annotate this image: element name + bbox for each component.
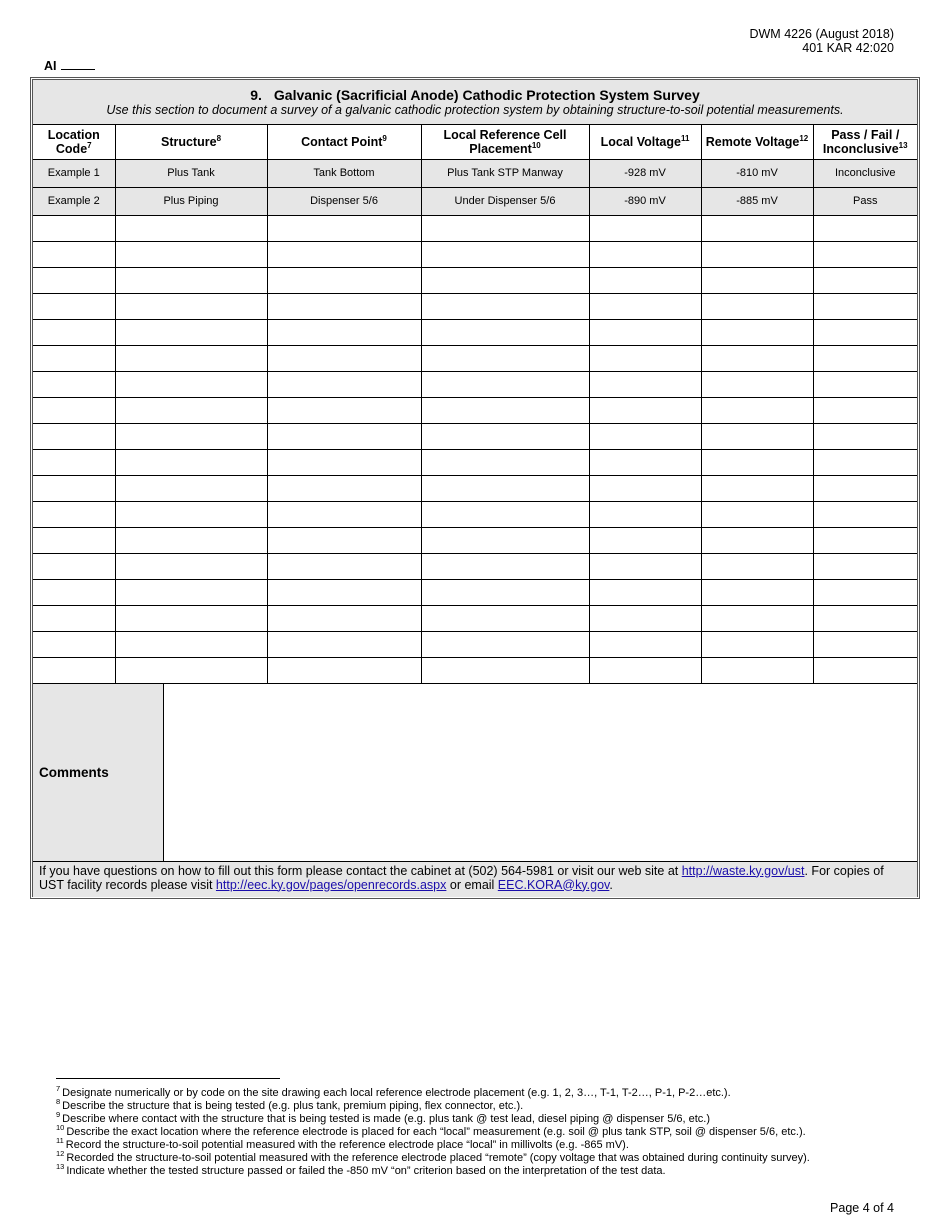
footnote-ref: 13 <box>898 140 908 150</box>
entry-row <box>33 605 917 631</box>
footnote-10: $^{10}$ Describe the exact location where the reference electrode is placed for each “local” measurement (e.g. soil @ plus tank STP, soil @ dispenser 5/6, etc.). <box>56 1123 806 1138</box>
entry-placement[interactable] <box>421 527 589 553</box>
entry-remote-voltage[interactable] <box>701 345 813 371</box>
entry-local-voltage[interactable] <box>589 371 701 397</box>
entry-remote-voltage[interactable] <box>701 449 813 475</box>
ai-blank-line[interactable] <box>61 59 95 70</box>
section-subtitle: Use this section to document a survey of a galvanic cathodic protection system by obtaining structure-to-soil potential measurements. <box>106 103 844 117</box>
entry-remote-voltage[interactable] <box>701 423 813 449</box>
example-placement: Under Dispenser 5/6 <box>421 187 589 215</box>
example-contact-point: Dispenser 5/6 <box>267 187 421 215</box>
entry-placement[interactable] <box>421 553 589 579</box>
entry-contact-point[interactable] <box>267 397 421 423</box>
entry-result[interactable] <box>813 553 917 579</box>
entry-placement[interactable] <box>421 345 589 371</box>
entry-result[interactable] <box>813 501 917 527</box>
entry-placement[interactable] <box>421 423 589 449</box>
entry-result[interactable] <box>813 241 917 267</box>
col-header-contact-point: Contact Point$^9$ <box>267 125 421 159</box>
entry-row <box>33 579 917 605</box>
footnote-11: $^{11}$ Record the structure-to-soil potential measured with the reference electrode place “local” in millivolts (e.g. -865 mV). <box>56 1136 629 1151</box>
example-structure: Plus Piping <box>115 187 267 215</box>
entry-result[interactable] <box>813 215 917 241</box>
entry-local-voltage[interactable] <box>589 579 701 605</box>
entry-location-code[interactable] <box>33 579 115 605</box>
entry-location-code[interactable] <box>33 319 115 345</box>
entry-placement[interactable] <box>421 397 589 423</box>
entry-contact-point[interactable] <box>267 319 421 345</box>
col-header-reference-cell-placement: Local Reference Cell Placement$^{10}$ <box>421 125 589 159</box>
contact-text: . For copies of UST facility records please visit <box>39 863 884 892</box>
entry-contact-point[interactable] <box>267 345 421 371</box>
entry-placement[interactable] <box>421 631 589 657</box>
entry-local-voltage[interactable] <box>589 241 701 267</box>
footnote-12: $^{12}$ Recorded the structure-to-soil potential measured with the reference electrode placed “remote” (copy voltage that was obtained during continuity survey). <box>56 1149 810 1164</box>
col-header-location-code: Location Code$^7$ <box>33 125 115 159</box>
section-number: 9. <box>250 87 262 103</box>
entry-location-code[interactable] <box>33 293 115 319</box>
entry-row <box>33 553 917 579</box>
footnote-9: $^9$ Describe where contact with the structure that is being tested is made (e.g. plus tank @ test lead, diesel piping @ dispenser 5/6, etc.) <box>56 1110 711 1125</box>
entry-result[interactable] <box>813 657 917 683</box>
form-number: DWM 4226 (August 2018) <box>749 27 894 41</box>
entry-structure[interactable] <box>115 475 267 501</box>
entry-placement[interactable] <box>421 371 589 397</box>
entry-row <box>33 631 917 657</box>
entry-contact-point[interactable] <box>267 475 421 501</box>
entry-contact-point[interactable] <box>267 423 421 449</box>
open-records-link[interactable]: http://eec.ky.gov/pages/openrecords.aspx <box>215 877 447 892</box>
entry-structure[interactable] <box>115 527 267 553</box>
entry-result[interactable] <box>813 449 917 475</box>
footnote-ref: 7 <box>87 140 92 150</box>
entry-location-code[interactable] <box>33 423 115 449</box>
example-result: Pass <box>813 187 917 215</box>
entry-remote-voltage[interactable] <box>701 553 813 579</box>
entry-contact-point[interactable] <box>267 631 421 657</box>
entry-structure[interactable] <box>115 241 267 267</box>
example-placement: Plus Tank STP Manway <box>421 159 589 187</box>
example-row-2 <box>33 187 917 215</box>
example-local-voltage: -890 mV <box>589 187 701 215</box>
entry-contact-point[interactable] <box>267 449 421 475</box>
ai-number-field[interactable] <box>44 59 95 73</box>
entry-remote-voltage[interactable] <box>701 397 813 423</box>
survey-table <box>33 125 917 684</box>
entry-placement[interactable] <box>421 241 589 267</box>
entry-contact-point[interactable] <box>267 241 421 267</box>
entry-structure[interactable] <box>115 553 267 579</box>
col-header-local-voltage: Local Voltage$^{11}$ <box>589 125 701 159</box>
entry-result[interactable] <box>813 631 917 657</box>
entry-remote-voltage[interactable] <box>701 527 813 553</box>
footnote-7: $^7$ Designate numerically or by code on the site drawing each local reference electrode placement (e.g. 1, 2, 3…, T-1, T-2…, P-1, P-2…etc.). <box>56 1084 731 1099</box>
entry-location-code[interactable] <box>33 657 115 683</box>
entry-row <box>33 267 917 293</box>
entry-result[interactable] <box>813 527 917 553</box>
entry-placement[interactable] <box>421 475 589 501</box>
entry-location-code[interactable] <box>33 501 115 527</box>
entry-row <box>33 449 917 475</box>
example-remote-voltage: -810 mV <box>701 159 813 187</box>
entry-contact-point[interactable] <box>267 527 421 553</box>
entry-location-code[interactable] <box>33 631 115 657</box>
entry-row <box>33 215 917 241</box>
entry-local-voltage[interactable] <box>589 501 701 527</box>
entry-location-code[interactable] <box>33 527 115 553</box>
waste-website-link[interactable]: http://waste.ky.gov/ust <box>681 863 805 878</box>
example-row-1 <box>33 159 917 187</box>
entry-contact-point[interactable] <box>267 605 421 631</box>
example-local-voltage: -928 mV <box>589 159 701 187</box>
entry-remote-voltage[interactable] <box>701 475 813 501</box>
entry-remote-voltage[interactable] <box>701 215 813 241</box>
entry-local-voltage[interactable] <box>589 605 701 631</box>
footnote-ref: 12 <box>799 133 809 143</box>
entry-local-voltage[interactable] <box>589 449 701 475</box>
entry-remote-voltage[interactable] <box>701 501 813 527</box>
entry-placement[interactable] <box>421 449 589 475</box>
entry-remote-voltage[interactable] <box>701 631 813 657</box>
entry-structure[interactable] <box>115 423 267 449</box>
ai-label: AI <box>44 59 57 73</box>
entry-contact-point[interactable] <box>267 215 421 241</box>
form-identifier <box>749 27 894 55</box>
footnote-ref: 8 <box>216 133 222 143</box>
col-header-result: Pass / Fail / Inconclusive$^{13}$ <box>813 125 917 159</box>
entry-structure[interactable] <box>115 397 267 423</box>
example-location: Example 2 <box>33 187 115 215</box>
example-result: Inconclusive <box>813 159 917 187</box>
entry-remote-voltage[interactable] <box>701 293 813 319</box>
entry-result[interactable] <box>813 397 917 423</box>
contact-info <box>33 862 917 897</box>
entry-structure[interactable] <box>115 345 267 371</box>
entry-result[interactable] <box>813 319 917 345</box>
entry-structure[interactable] <box>115 319 267 345</box>
entry-remote-voltage[interactable] <box>701 371 813 397</box>
entry-local-voltage[interactable] <box>589 345 701 371</box>
entry-result[interactable] <box>813 293 917 319</box>
entry-contact-point[interactable] <box>267 553 421 579</box>
entry-placement[interactable] <box>421 267 589 293</box>
page-number: Page 4 of 4 <box>830 1201 894 1215</box>
entry-result[interactable] <box>813 371 917 397</box>
entry-placement[interactable] <box>421 293 589 319</box>
entry-structure[interactable] <box>115 215 267 241</box>
regulation-number: 401 KAR 42:020 <box>802 41 894 55</box>
entry-location-code[interactable] <box>33 241 115 267</box>
entry-result[interactable] <box>813 267 917 293</box>
footnote-13: $^{13}$ Indicate whether the tested structure passed or failed the -850 mV “on” criterion based on the interpretation of the test data. <box>56 1162 666 1177</box>
entry-local-voltage[interactable] <box>589 657 701 683</box>
entry-row <box>33 423 917 449</box>
footnote-ref: 9 <box>382 133 387 143</box>
entry-placement[interactable] <box>421 215 589 241</box>
entry-placement[interactable] <box>421 579 589 605</box>
entry-remote-voltage[interactable] <box>701 579 813 605</box>
entry-location-code[interactable] <box>33 371 115 397</box>
entry-row <box>33 657 917 683</box>
comments-label: Comments <box>33 684 164 861</box>
entry-location-code[interactable] <box>33 267 115 293</box>
footnote-8: $^8$ Describe the structure that is being tested (e.g. plus tank, premium piping, flex connector, etc.). <box>56 1097 524 1112</box>
entry-result[interactable] <box>813 475 917 501</box>
entry-placement[interactable] <box>421 501 589 527</box>
entry-placement[interactable] <box>421 657 589 683</box>
entry-placement[interactable] <box>421 319 589 345</box>
entry-row <box>33 319 917 345</box>
comments-input-area[interactable] <box>164 684 917 861</box>
entry-structure[interactable] <box>115 501 267 527</box>
entry-contact-point[interactable] <box>267 267 421 293</box>
comments-section <box>33 684 917 862</box>
entry-structure[interactable] <box>115 657 267 683</box>
entry-local-voltage[interactable] <box>589 475 701 501</box>
col-header-remote-voltage: Remote Voltage$^{12}$ <box>701 125 813 159</box>
entry-contact-point[interactable] <box>267 293 421 319</box>
section-title-text: Galvanic (Sacrificial Anode) Cathodic Protection System Survey <box>273 87 700 103</box>
entry-result[interactable] <box>813 423 917 449</box>
entry-location-code[interactable] <box>33 215 115 241</box>
entry-contact-point[interactable] <box>267 501 421 527</box>
contact-text: If you have questions on how to fill out this form please contact the cabinet at (502) 564-5981 or visit our web site at <box>39 863 682 878</box>
entry-local-voltage[interactable] <box>589 397 701 423</box>
footnote-ref: 10 <box>531 140 541 150</box>
entry-structure[interactable] <box>115 579 267 605</box>
entry-local-voltage[interactable] <box>589 527 701 553</box>
entry-local-voltage[interactable] <box>589 553 701 579</box>
entry-row <box>33 371 917 397</box>
entry-local-voltage[interactable] <box>589 319 701 345</box>
entry-row <box>33 293 917 319</box>
entry-structure[interactable] <box>115 449 267 475</box>
entry-structure[interactable] <box>115 293 267 319</box>
example-remote-voltage: -885 mV <box>701 187 813 215</box>
entry-row <box>33 527 917 553</box>
footnote-divider <box>56 1078 280 1079</box>
contact-text: or email <box>446 877 498 892</box>
entry-location-code[interactable] <box>33 553 115 579</box>
contact-text: . <box>609 877 613 892</box>
entry-location-code[interactable] <box>33 605 115 631</box>
kora-email-link[interactable]: EEC.KORA@ky.gov <box>497 877 610 892</box>
entry-structure[interactable] <box>115 267 267 293</box>
entry-placement[interactable] <box>421 605 589 631</box>
entry-row <box>33 397 917 423</box>
col-header-structure: Structure$^8$ <box>115 125 267 159</box>
entry-row <box>33 475 917 501</box>
entry-location-code[interactable] <box>33 397 115 423</box>
example-location: Example 1 <box>33 159 115 187</box>
entry-structure[interactable] <box>115 605 267 631</box>
entry-row <box>33 241 917 267</box>
entry-remote-voltage[interactable] <box>701 319 813 345</box>
entry-row <box>33 345 917 371</box>
entry-location-code[interactable] <box>33 475 115 501</box>
entry-structure[interactable] <box>115 371 267 397</box>
entry-local-voltage[interactable] <box>589 423 701 449</box>
entry-contact-point[interactable] <box>267 371 421 397</box>
entry-remote-voltage[interactable] <box>701 605 813 631</box>
section-title <box>33 87 917 103</box>
entry-location-code[interactable] <box>33 345 115 371</box>
entry-local-voltage[interactable] <box>589 293 701 319</box>
entry-row <box>33 501 917 527</box>
example-structure: Plus Tank <box>115 159 267 187</box>
entry-local-voltage[interactable] <box>589 267 701 293</box>
entry-remote-voltage[interactable] <box>701 241 813 267</box>
footnote-ref: 11 <box>680 133 690 143</box>
entry-local-voltage[interactable] <box>589 215 701 241</box>
entry-local-voltage[interactable] <box>589 631 701 657</box>
section-header <box>33 80 917 125</box>
entry-result[interactable] <box>813 345 917 371</box>
entry-remote-voltage[interactable] <box>701 657 813 683</box>
entry-result[interactable] <box>813 605 917 631</box>
entry-remote-voltage[interactable] <box>701 267 813 293</box>
entry-contact-point[interactable] <box>267 657 421 683</box>
entry-location-code[interactable] <box>33 449 115 475</box>
entry-structure[interactable] <box>115 631 267 657</box>
example-contact-point: Tank Bottom <box>267 159 421 187</box>
section-9-frame <box>30 77 920 899</box>
footnotes <box>56 1084 916 1178</box>
entry-result[interactable] <box>813 579 917 605</box>
entry-contact-point[interactable] <box>267 579 421 605</box>
